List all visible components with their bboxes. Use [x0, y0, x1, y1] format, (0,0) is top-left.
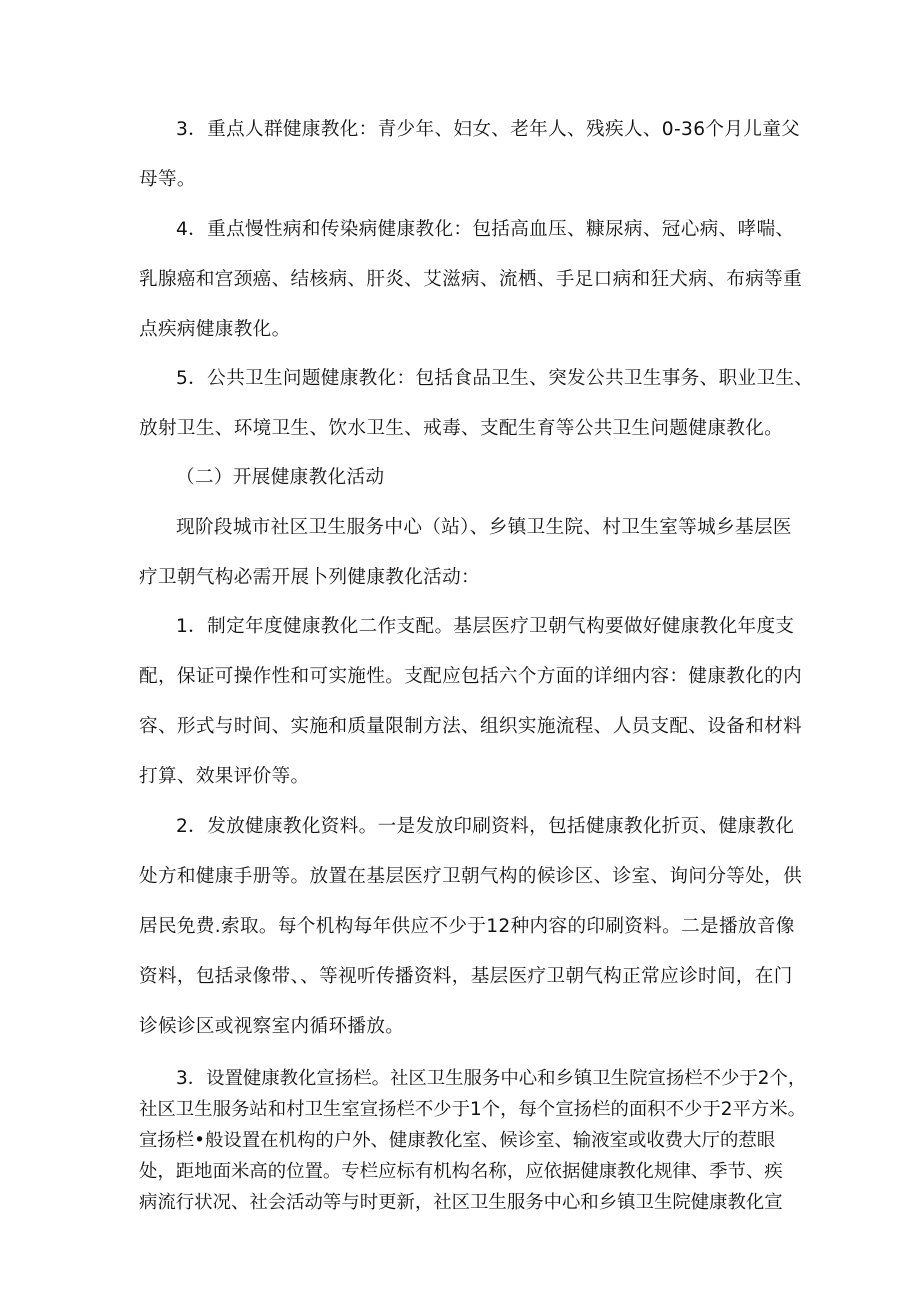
paragraph-line: 居民免费.索取。每个机构每年供应不少于12种内容的印刷资料。二是播放音像 [139, 916, 795, 937]
paragraph-line: 宣扬栏•般设置在机构的户外、健康教化室、候诊室、输液室或收费大厅的惹眼 [139, 1130, 776, 1151]
paragraph-line: 4．重点慢性病和传染病健康教化：包括高血压、糠尿病、冠心病、哮喘、 [176, 219, 795, 240]
paragraph-line: 资料，包括录像带、、等视听传播资料，基层医疗卫朝气构正常应诊时间，在门 [139, 966, 793, 987]
paragraph-line: 配，保证可操作性和可实施性。支配应包括六个方面的详细内容：健康教化的内 [139, 666, 803, 687]
paragraph-line: 疗卫朝气构必需开展卜列健康教化活动： [139, 567, 480, 588]
section-heading: （二）开展健康教化活动 [176, 467, 385, 488]
paragraph-line: 1．制定年度健康教化二作支配。基层医疗卫朝气构要做好健康教化年度支 [176, 616, 795, 637]
paragraph-line: 母等。 [139, 169, 196, 190]
paragraph-line: 处，距地面米高的位置。专栏应标有机构名称，应依据健康教化规律、季节、疾 [139, 1161, 783, 1182]
paragraph-line: 打算、效果评价等。 [139, 766, 310, 787]
paragraph-line: 乳腺癌和宫颈癌、结核病、肝炎、艾滋病、流栖、手足口病和狂犬病、布病等重 [139, 269, 803, 290]
paragraph-line: 2．发放健康教化资料。一是发放印刷资料，包括健康教化折页、健康教化 [176, 816, 795, 837]
paragraph-line: 3．重点人群健康教化：青少年、妇女、老年人、残疾人、0-36个月儿童父 [176, 119, 801, 140]
paragraph-line: 现阶段城市社区卫生服务中心（站）、乡镇卫生院、村卫生室等城乡基层医 [176, 517, 792, 538]
paragraph-line: 5．公共卫生问题健康教化：包括食品卫生、突发公共卫生事务、职业卫生、 [176, 368, 814, 389]
paragraph-line: 病流行状况、社会活动等与时更新，社区卫生服务中心和乡镇卫生院健康教化宣 [139, 1192, 783, 1213]
paragraph-line: 放射卫生、环境卫生、饮水卫生、戒毒、支配生育等公共卫生问题健康教化。 [139, 418, 784, 439]
paragraph-line: 社区卫生服务站和村卫生室宣扬栏不少于1个，每个宣扬栏的面积不少于2平方米。 [139, 1099, 807, 1120]
paragraph-line: 容、形式与时间、实施和质量限制方法、组织实施流程、人员支配、设备和材料 [139, 716, 803, 737]
paragraph-line: 点疾病健康教化。 [139, 319, 291, 340]
paragraph-line: 诊候诊区或视察室内循环播放。 [139, 1016, 405, 1037]
paragraph-line: 处方和健康手册等。放置在基层医疗卫朝气构的候诊区、诊室、询问分等处，供 [139, 866, 803, 887]
paragraph-line: 3．设置健康教化宣扬栏。社区卫生服务中心和乡镇卫生院宣扬栏不少于2个， [176, 1068, 807, 1089]
